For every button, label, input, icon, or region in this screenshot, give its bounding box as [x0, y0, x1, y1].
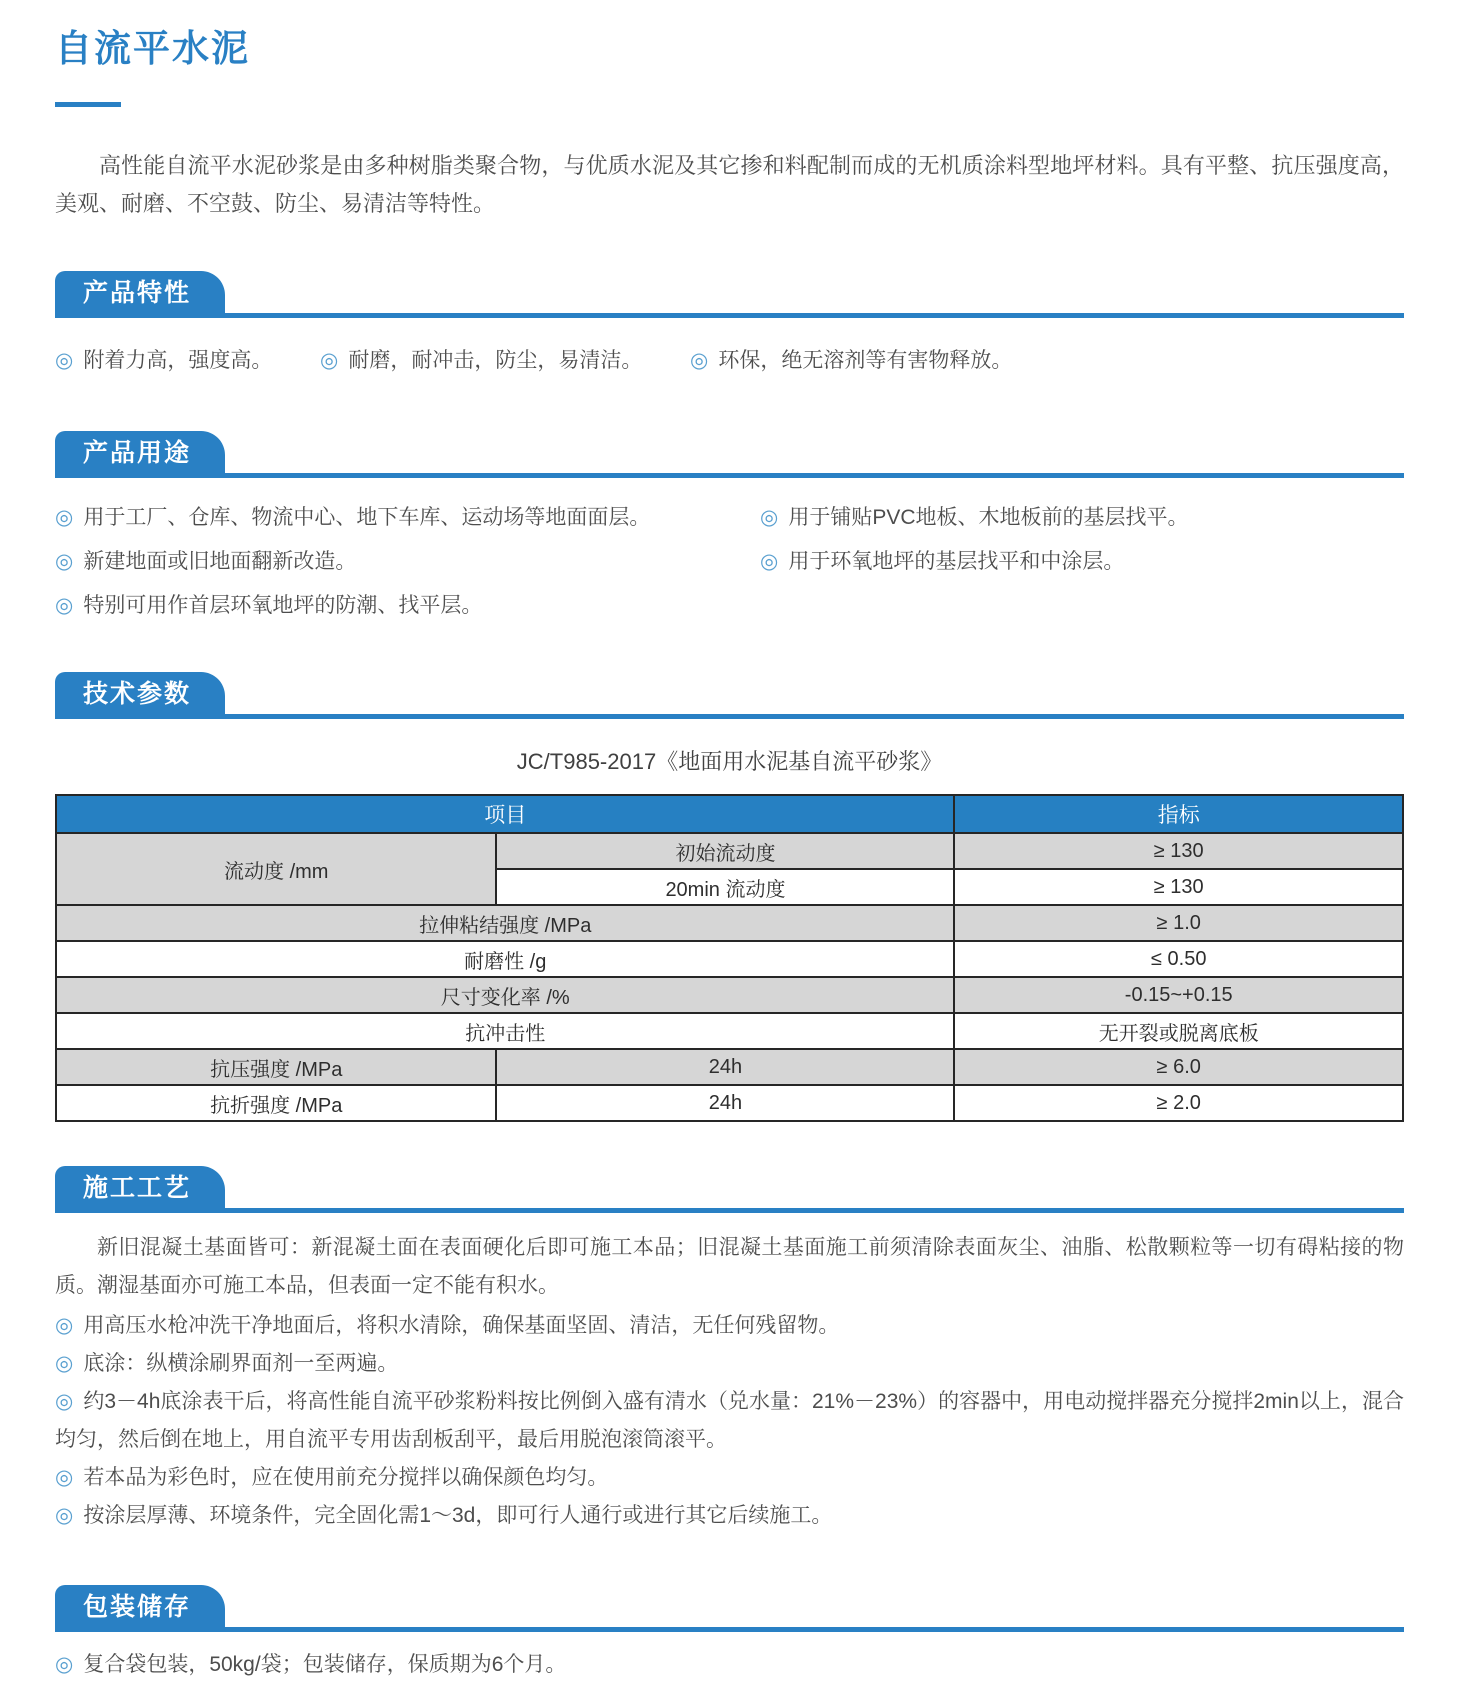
page-title: 自流平水泥: [55, 28, 250, 69]
bullseye-bullet-icon: ◎: [55, 1352, 74, 1375]
bullseye-bullet-icon: ◎: [55, 349, 74, 372]
standard-reference: JC/T985-2017《地面用水泥基自流平砂浆》: [516, 749, 943, 774]
list-item: [55, 1459, 1404, 1497]
use-text: 用于工厂、仓库、物流中心、地下车库、运动场等地面面层。: [83, 506, 651, 529]
cell-item: 拉伸粘结强度 /MPa: [56, 905, 954, 941]
section-header-tech-params: [55, 672, 1404, 719]
uses-heading: 产品用途: [55, 431, 225, 473]
process-step-text: 按涂层厚薄、环境条件，完全固化需1～3d，即可行人通行或进行其它后续施工。: [83, 1504, 833, 1527]
feature-text: 附着力高，强度高。: [83, 349, 273, 372]
use-text: 新建地面或旧地面翻新改造。: [83, 550, 357, 573]
list-item: [760, 544, 1404, 580]
bullseye-bullet-icon: ◎: [55, 1314, 74, 1337]
section-header-features: [55, 271, 1404, 318]
features-heading: 产品特性: [55, 271, 225, 313]
feature-text: 环保，绝无溶剂等有害物释放。: [718, 349, 1013, 372]
cell-item: 抗折强度 /MPa: [56, 1085, 496, 1121]
column-header-item: 项目: [56, 795, 954, 833]
features-list: [55, 343, 1404, 379]
packaging-text: 复合袋包装，50kg/袋；包装储存，保质期为6个月。: [83, 1653, 567, 1676]
cell-value: ≥ 6.0: [954, 1049, 1403, 1085]
use-text: 用于环氧地坪的基层找平和中涂层。: [788, 550, 1125, 573]
cell-item: 耐磨性 /g: [56, 941, 954, 977]
use-text: 用于铺贴PVC地板、木地板前的基层找平。: [788, 506, 1189, 529]
column-header-index: 指标: [954, 795, 1403, 833]
process-list: [55, 1307, 1404, 1535]
uses-left-column: [55, 500, 760, 632]
table-row: [56, 1049, 1403, 1085]
process-step-text: 约3－4h底涂表干后，将高性能自流平砂浆粉料按比例倒入盛有清水（兑水量：21%－23%）的容器中，用电动搅拌器充分搅拌2min以上，混合均匀，然后倒在地上，用自流平专用齿刮板刮平，最后用脱泡滚筒滚平。: [55, 1390, 1404, 1451]
cell-value: ≥ 1.0: [954, 905, 1403, 941]
feature-text: 耐磨，耐冲击，防尘，易清洁。: [348, 349, 643, 372]
list-item: [55, 588, 760, 624]
product-intro-paragraph: 高性能自流平水泥砂浆是由多种树脂类聚合物，与优质水泥及其它掺和料配制而成的无机质涂料型地坪材料。具有平整、抗压强度高，美观、耐磨、不空鼓、防尘、易清洁等特性。: [55, 153, 1404, 216]
list-item: [55, 500, 760, 536]
cell-item: 流动度 /mm: [56, 833, 496, 905]
list-item: [55, 544, 760, 580]
tech-params-table: [55, 794, 1404, 1122]
list-item: [55, 1497, 1404, 1535]
cell-value: ≤ 0.50: [954, 941, 1403, 977]
table-row: [56, 977, 1403, 1013]
list-item: [760, 500, 1404, 536]
bullseye-bullet-icon: ◎: [55, 506, 74, 529]
section-header-packaging: [55, 1585, 1404, 1632]
packaging-heading: 包装储存: [55, 1585, 225, 1627]
list-item: [690, 343, 1012, 379]
list-item: [55, 1383, 1404, 1459]
cell-sub-item: 24h: [496, 1085, 954, 1121]
bullseye-bullet-icon: ◎: [55, 1390, 74, 1413]
table-row: [56, 941, 1403, 977]
table-row: [56, 1013, 1403, 1049]
process-step-text: 用高压水枪冲洗干净地面后，将积水清除，确保基面坚固、清洁，无任何残留物。: [83, 1314, 840, 1337]
bullseye-bullet-icon: ◎: [760, 550, 779, 573]
bullseye-bullet-icon: ◎: [760, 506, 779, 529]
cell-value: ≥ 2.0: [954, 1085, 1403, 1121]
process-step-text: 底涂：纵横涂刷界面剂一至两遍。: [83, 1352, 399, 1375]
table-row: [56, 833, 1403, 869]
tech-params-heading: 技术参数: [55, 672, 225, 714]
list-item: [55, 343, 320, 379]
cell-sub-item: 20min 流动度: [496, 869, 954, 905]
cell-sub-item: 初始流动度: [496, 833, 954, 869]
bullseye-bullet-icon: ◎: [55, 1653, 74, 1676]
process-step-text: 若本品为彩色时，应在使用前充分搅拌以确保颜色均匀。: [83, 1466, 609, 1489]
cell-value: -0.15~+0.15: [954, 977, 1403, 1013]
bullseye-bullet-icon: ◎: [55, 594, 74, 617]
bullseye-bullet-icon: ◎: [55, 1504, 74, 1527]
bullseye-bullet-icon: ◎: [320, 349, 339, 372]
process-intro-paragraph: 新旧混凝土基面皆可：新混凝土面在表面硬化后即可施工本品；旧混凝土基面施工前须清除表面灰尘、油脂、松散颗粒等一切有碍粘接的物质。潮湿基面亦可施工本品，但表面一定不能有积水。: [55, 1236, 1404, 1297]
table-row: [56, 1085, 1403, 1121]
use-text: 特别可用作首层环氧地坪的防潮、找平层。: [83, 594, 483, 617]
table-row: [56, 905, 1403, 941]
cell-item: 抗压强度 /MPa: [56, 1049, 496, 1085]
cell-value: 无开裂或脱离底板: [954, 1013, 1403, 1049]
list-item: [55, 1307, 1404, 1345]
cell-item: 尺寸变化率 /%: [56, 977, 954, 1013]
cell-item: 抗冲击性: [56, 1013, 954, 1049]
section-header-uses: [55, 431, 1404, 478]
cell-sub-item: 24h: [496, 1049, 954, 1085]
cell-value: ≥ 130: [954, 869, 1403, 905]
list-item: [55, 1646, 1404, 1684]
section-header-process: [55, 1166, 1404, 1213]
list-item: [320, 343, 690, 379]
process-heading: 施工工艺: [55, 1166, 225, 1208]
title-dash-divider: [55, 102, 121, 107]
cell-value: ≥ 130: [954, 833, 1403, 869]
list-item: [55, 1345, 1404, 1383]
bullseye-bullet-icon: ◎: [55, 1466, 74, 1489]
uses-list: [55, 500, 1404, 632]
bullseye-bullet-icon: ◎: [55, 550, 74, 573]
uses-right-column: [760, 500, 1404, 632]
bullseye-bullet-icon: ◎: [690, 349, 709, 372]
table-header-row: [56, 795, 1403, 833]
